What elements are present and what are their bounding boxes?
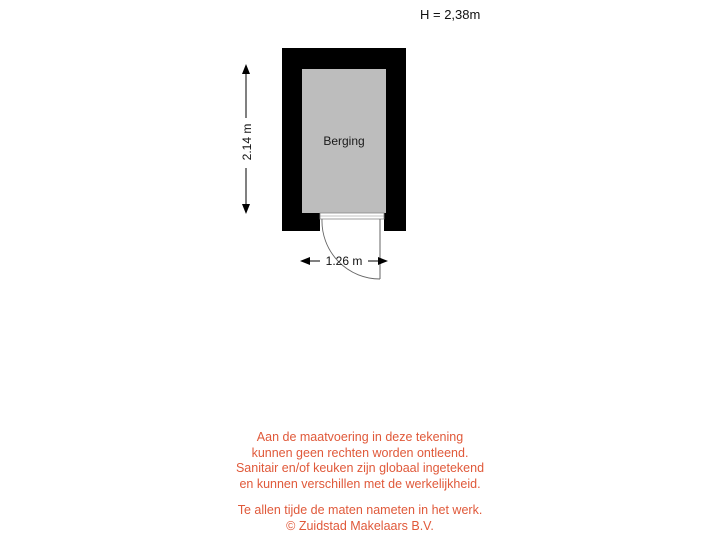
depth-arrow-top [242,64,250,74]
measure-note-line: Te allen tijde de maten nameten in het werk. [237,503,483,517]
ceiling-height-label: H = 2,38m [420,7,481,22]
disclaimer-line: en kunnen verschillen met de werkelijkheid. [239,476,481,491]
depth-dimension [240,64,254,214]
copyright-paragraph [0,503,720,534]
width-dimension [300,254,388,268]
wall-right [386,48,406,231]
disclaimer-line: kunnen geen rechten worden ontleend. [251,445,469,460]
depth-dimension-label: 2.14 m [240,123,254,161]
door-swing-arc [322,219,380,279]
width-dimension-label: 1.26 m [325,254,363,268]
disclaimer-paragraph [0,430,720,492]
width-arrow-left [300,257,310,265]
wall-bottom-right [384,213,406,231]
disclaimer-line: Aan de maatvoering in deze tekening [256,430,464,444]
copyright-line: © Zuidstad Makelaars B.V. [286,518,434,533]
wall-left [282,48,302,231]
door [320,213,384,279]
depth-arrow-bottom [242,204,250,214]
wall-bottom-left [282,213,320,231]
width-arrow-right [378,257,388,265]
disclaimer-line: Sanitair en/of keuken zijn globaal ingetekend [235,461,485,475]
room-label: Berging [323,134,365,148]
